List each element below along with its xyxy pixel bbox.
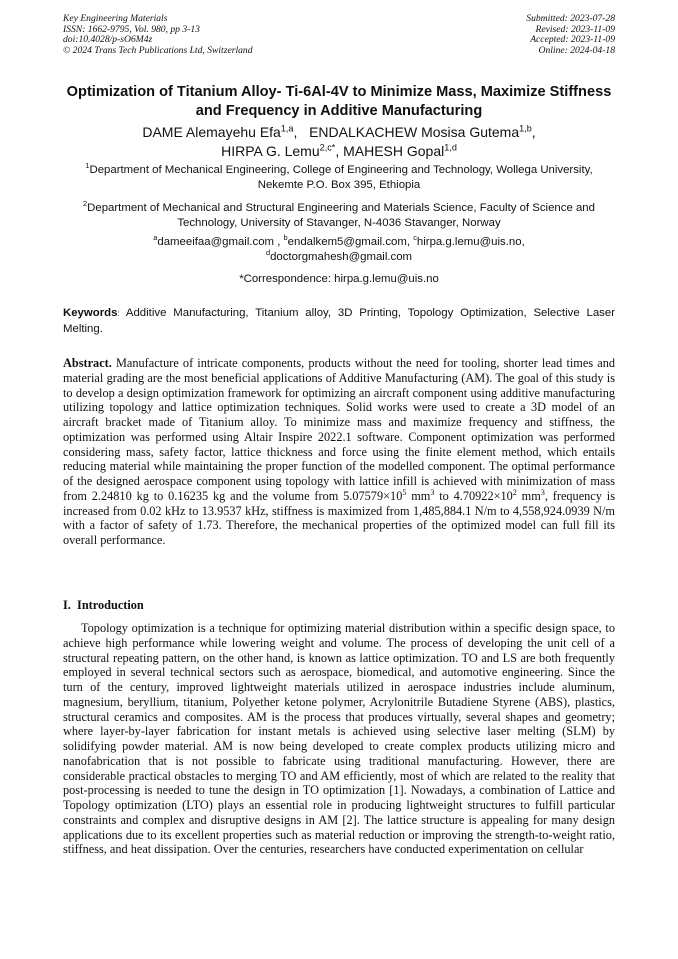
keywords-colon: :: [117, 309, 120, 318]
abstract-exponent: 3: [540, 487, 545, 497]
email-separator: ,: [521, 236, 525, 248]
abstract: [63, 356, 619, 548]
abstract-text: , frequency is increased from 0.02 kHz to 13.9537 kHz, stiffness is maximized from 1,485,884.1 N/m to 4,558,924.0939 N/m with a factor of safety of 1.73. Therefore, the mechanical properties of the optimized model can full fill its overall performance.: [63, 488, 619, 547]
author-affiliation-mark: 1,a: [280, 123, 294, 134]
paper-title: Optimization of Titanium Alloy- Ti-6Al-4V to Minimize Mass, Maximize Stiffness and Frequency in Additive Manufacturing: [66, 84, 612, 119]
keywords: [63, 306, 619, 336]
keywords-text: Additive Manufacturing, Titanium alloy, 3D Printing, Topology Optimization, Selective Laser Melting.: [63, 307, 619, 335]
email-mark: d: [265, 247, 271, 257]
section-heading: [63, 598, 144, 613]
affiliation-number: 1: [85, 161, 90, 171]
email-list: [63, 235, 615, 264]
author-name: ENDALKACHEW Mosisa Gutema: [309, 124, 520, 140]
journal-info: [63, 14, 253, 56]
abstract-exponent: 2: [512, 487, 517, 497]
author-affiliation-mark: 2,c*: [319, 141, 336, 152]
introduction-paragraph: Topology optimization is a technique for optimizing material distribution within a specific design space, to achieve high performance while lowering weight and volume. The process of developing the unit cell of a structural repeating pattern, on the other hand, is known as lattice optimization. TO and LS are both frequently employed in several technical sectors such as aerospace, biomedical, and automotive engineering. Since the turn of the century, improved lightweight materials utilized in aerospace industries include aluminum, magnesium, beryllium, titanium, Polyether ketone polymer, Acrylonitrile Butadiene Styrene (ABS), plastics, structural ceramics and composites. AM is the process that produces virtually, several shapes and geometry; where layer-by-layer fabrication for instant metals is achieved using selective laser melting (SLM) by solidifying powder material. AM is now being developed to create complex products utilizing micro and nanofabrication that is not possible to fabricate using traditional manufacturing. However, there are considerable practical obstacles to merging TO and AM efficiently, most of which are related to the reality that post-processing is needed to tune the design in TO optimization [1]. Nowadays, a combination of Lattice and Topology optimization (LTO) plays an essential role in producing lightweight structures to fulfill particular constraints and complex and disruptive designs in AM [2]. The lattice structure is appealing for many design applications due to its excellent properties such as material reduction or improving the strength-to-weight ratio, stiffness, and heat dissipation. Over the centuries, researchers have conducted experimentation on cellular: [63, 621, 615, 857]
email-address[interactable]: doctorgmahesh@gmail.com: [270, 250, 413, 263]
author-separator: ,: [293, 124, 306, 140]
email-separator: ,: [274, 236, 284, 248]
affiliation-text: Department of Mechanical Engineering, College of Engineering and Technology, Wollega University, Nekemte P.O. Box 395, Ethiopia: [89, 164, 593, 191]
date-submitted: Submitted: 2023-07-28: [526, 13, 615, 24]
abstract-exponent: 3: [430, 487, 435, 497]
section-title: Introduction: [77, 598, 144, 612]
date-accepted: Accepted: 2023-11-09: [530, 34, 615, 46]
abstract-exponent: 5: [402, 487, 407, 497]
email-address[interactable]: dameeifaa@gmail.com: [157, 236, 275, 248]
affiliation-text: Department of Mechanical and Structural Engineering and Materials Science, Faculty of Science and Technology, University of Stavanger, N-4036 Stavanger, Norway: [87, 202, 595, 229]
author-name: DAME Alemayehu Efa: [142, 124, 281, 140]
email-address[interactable]: hirpa.g.lemu@uis.no: [416, 236, 522, 248]
journal-name: Key Engineering Materials: [63, 13, 168, 24]
journal-issn: ISSN: 1662-9795, Vol. 980, pp 3-13: [63, 23, 200, 35]
date-revised: Revised: 2023-11-09: [535, 23, 615, 35]
abstract-text: to 4.70922×10: [434, 488, 513, 503]
correspondence: *Correspondence: hirpa.g.lemu@uis.no: [239, 273, 439, 285]
author-list: [63, 123, 615, 160]
keywords-label: Keywords: [63, 307, 118, 319]
email-address[interactable]: endalkem5@gmail.com: [287, 236, 407, 248]
author-affiliation-mark: 1,b: [519, 123, 532, 134]
email-separator: ,: [406, 236, 414, 248]
email-mark: c: [413, 233, 417, 243]
abstract-text: mm: [406, 488, 431, 503]
email-mark: a: [153, 233, 158, 243]
author-affiliation-mark: 1,d: [444, 141, 457, 152]
author-name: HIRPA G. Lemu: [221, 142, 320, 159]
abstract-label: Abstract.: [63, 356, 112, 370]
affiliation-1: [63, 163, 615, 192]
section-number: I.: [63, 598, 71, 612]
abstract-text: mm: [516, 488, 541, 503]
abstract-text: Manufacture of intricate components, products without the need for tooling, shorter lead times and material grading are the most beneficial applications of Additive Manufacturing (AM). The goal of this study is to develop a design optimization framework for optimizing an aircraft component using additive manufacturing utilizing topology and lattice optimization techniques. Solid works were used to create a 3D model of an aircraft bracket made of Titanium alloy. To minimize mass and maximize frequency and stiffness, the optimization was performed using Altair Inspire 2022.1 software. Component optimization was performed considering mass, safety factor, lattice thickness and force using the finite element method, which entails reducing material while maintaining the proper function of the modelled component. The optimal performance of the designed aerospace component using topology with lattice infill is achieved with minimization of mass from 2.24810 kg to 0.16235 kg and the volume from 5.07579×10: [63, 356, 619, 503]
journal-doi[interactable]: doi:10.4028/p-sO6M4z: [63, 34, 153, 46]
affiliation-number: 2: [83, 199, 88, 209]
email-mark: b: [283, 233, 288, 243]
author-name: MAHESH Gopal: [343, 142, 445, 159]
date-online: Online: 2024-04-18: [538, 44, 615, 56]
publication-dates: [526, 14, 615, 56]
author-separator: ,: [531, 124, 536, 140]
journal-copyright: © 2024 Trans Tech Publications Ltd, Switzerland: [63, 44, 253, 56]
affiliation-2: [63, 201, 615, 230]
author-separator: ,: [335, 142, 344, 159]
